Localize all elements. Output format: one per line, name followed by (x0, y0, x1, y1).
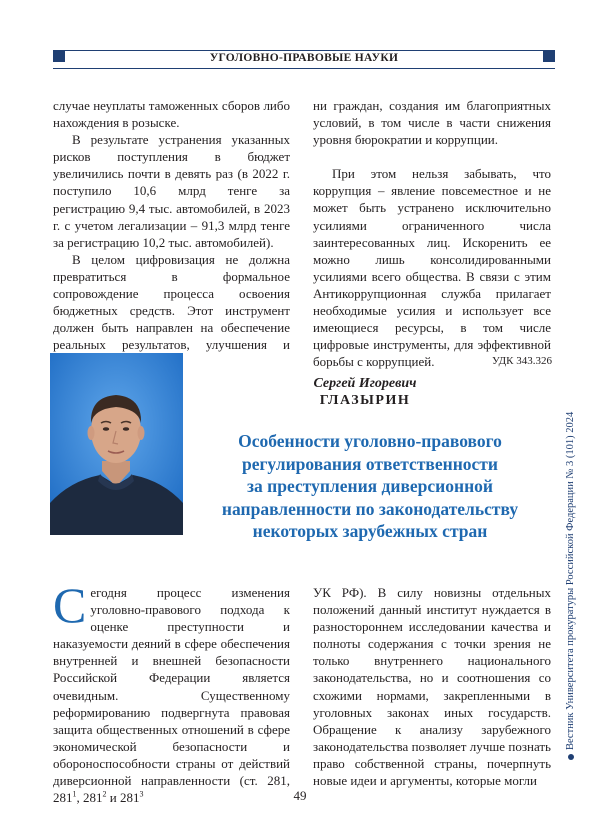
body-right-column (313, 584, 551, 789)
superscript: 3 (139, 789, 144, 799)
paragraph (53, 577, 290, 806)
bullet-icon (568, 754, 574, 760)
paragraph: ни граждан, создания им благоприятных условий, в том числе в части снижения уровня бюрократии и коррупции. (313, 98, 551, 148)
article-title-line: некоторых зарубежных стран (252, 521, 488, 541)
article-title-line: за преступления диверсионной (247, 476, 493, 496)
top-left-column (53, 97, 290, 371)
journal-name: Вестник Университета прокуратуры Российской Федерации № 3 (101) 2024 (565, 411, 576, 750)
running-header (53, 50, 555, 68)
article-title-line: Особенности уголовно-правового (238, 431, 502, 451)
header-rule-bottom (53, 68, 555, 69)
drop-cap: С (53, 577, 87, 633)
paragraph: случае неуплаты таможенных сборов либо нахождения в розыске. (53, 98, 290, 131)
paragraph: При этом нельзя забывать, что коррупция – явление повсеместное и не может быть устранено исключительно усилиями ограниченного числа заинтересованных лиц. Искоренить ее можно лишь консолидированными усилиями всего общества. В связи с этим Антикоррупционная служба прилагает необходимые усилия и использует все имеющиеся ресурсы, в том числе цифровые инструменты, для эффективной борьбы с коррупцией. (313, 166, 551, 370)
top-right-column (313, 97, 551, 370)
journal-sidebar (565, 400, 576, 760)
header-rule-top (53, 50, 555, 51)
author-photo (50, 353, 183, 535)
body-left-column (53, 577, 290, 806)
body-text: егодня процесс изменения уголовно-правового подхода к оценке преступности и наказуемости деяний в сфере обеспечения внутренней и внешней безопасности Российской Федерации является очевидным. Существенному реформированию подвергнута правовая защита общественных отношений в сфере экономической безопасности и обороноспособности страны от действий диверсионной направленности (ст. 281, 281 (53, 585, 290, 806)
author-portrait-illustration (50, 353, 183, 535)
body-text-sep: и 281 (106, 790, 140, 806)
article-title-line: направленности по законодательству (221, 498, 519, 519)
author-block (240, 375, 490, 409)
author-last-name: ГЛАЗЫРИН (319, 393, 411, 408)
page-number: 49 (293, 788, 307, 803)
paragraph: В результате устранения указанных рисков поступления в бюджет увеличились почти в девять раз (в 2022 г. поступило 10,6 млрд тенге за регистрацию 9,4 тыс. автомобилей, в 2023 г. с учетом легализации – 91,3 млрд тенге за регистрацию 10,2 тыс. автомобилей). (53, 132, 290, 250)
udk-code: УДК 343.326 (491, 355, 552, 367)
superscript: 1 (72, 789, 77, 799)
superscript: 2 (102, 789, 107, 799)
article-title (200, 430, 540, 543)
paragraph: В целом цифровизация не должна превратиться в формальное сопровождение процесса освоения бюджетных средств. Этот инструмент должен быть направлен на обеспечение реальных результатов, улучшения и (53, 251, 290, 353)
article-title-line: регулирования ответственности (241, 453, 498, 474)
author-first-name: Сергей Игоревич (313, 376, 417, 391)
paragraph: УК РФ). В силу новизны отдельных положений данный институт нуждается в разностороннем исследовании качества и полноты содержания с точки зрения не только внутреннего национального законодательства, но и соотношения со схожими нормами, закрепленными в уголовных законах иных государств. Обращение к анализу зарубежного законодательства позволяет лучше познать право собственной страны, почерпнуть новые идеи и аргументы, которые могли (313, 585, 551, 789)
section-title: УГОЛОВНО-ПРАВОВЫЕ НАУКИ (209, 52, 399, 64)
body-text-sep: , 281 (76, 790, 103, 806)
